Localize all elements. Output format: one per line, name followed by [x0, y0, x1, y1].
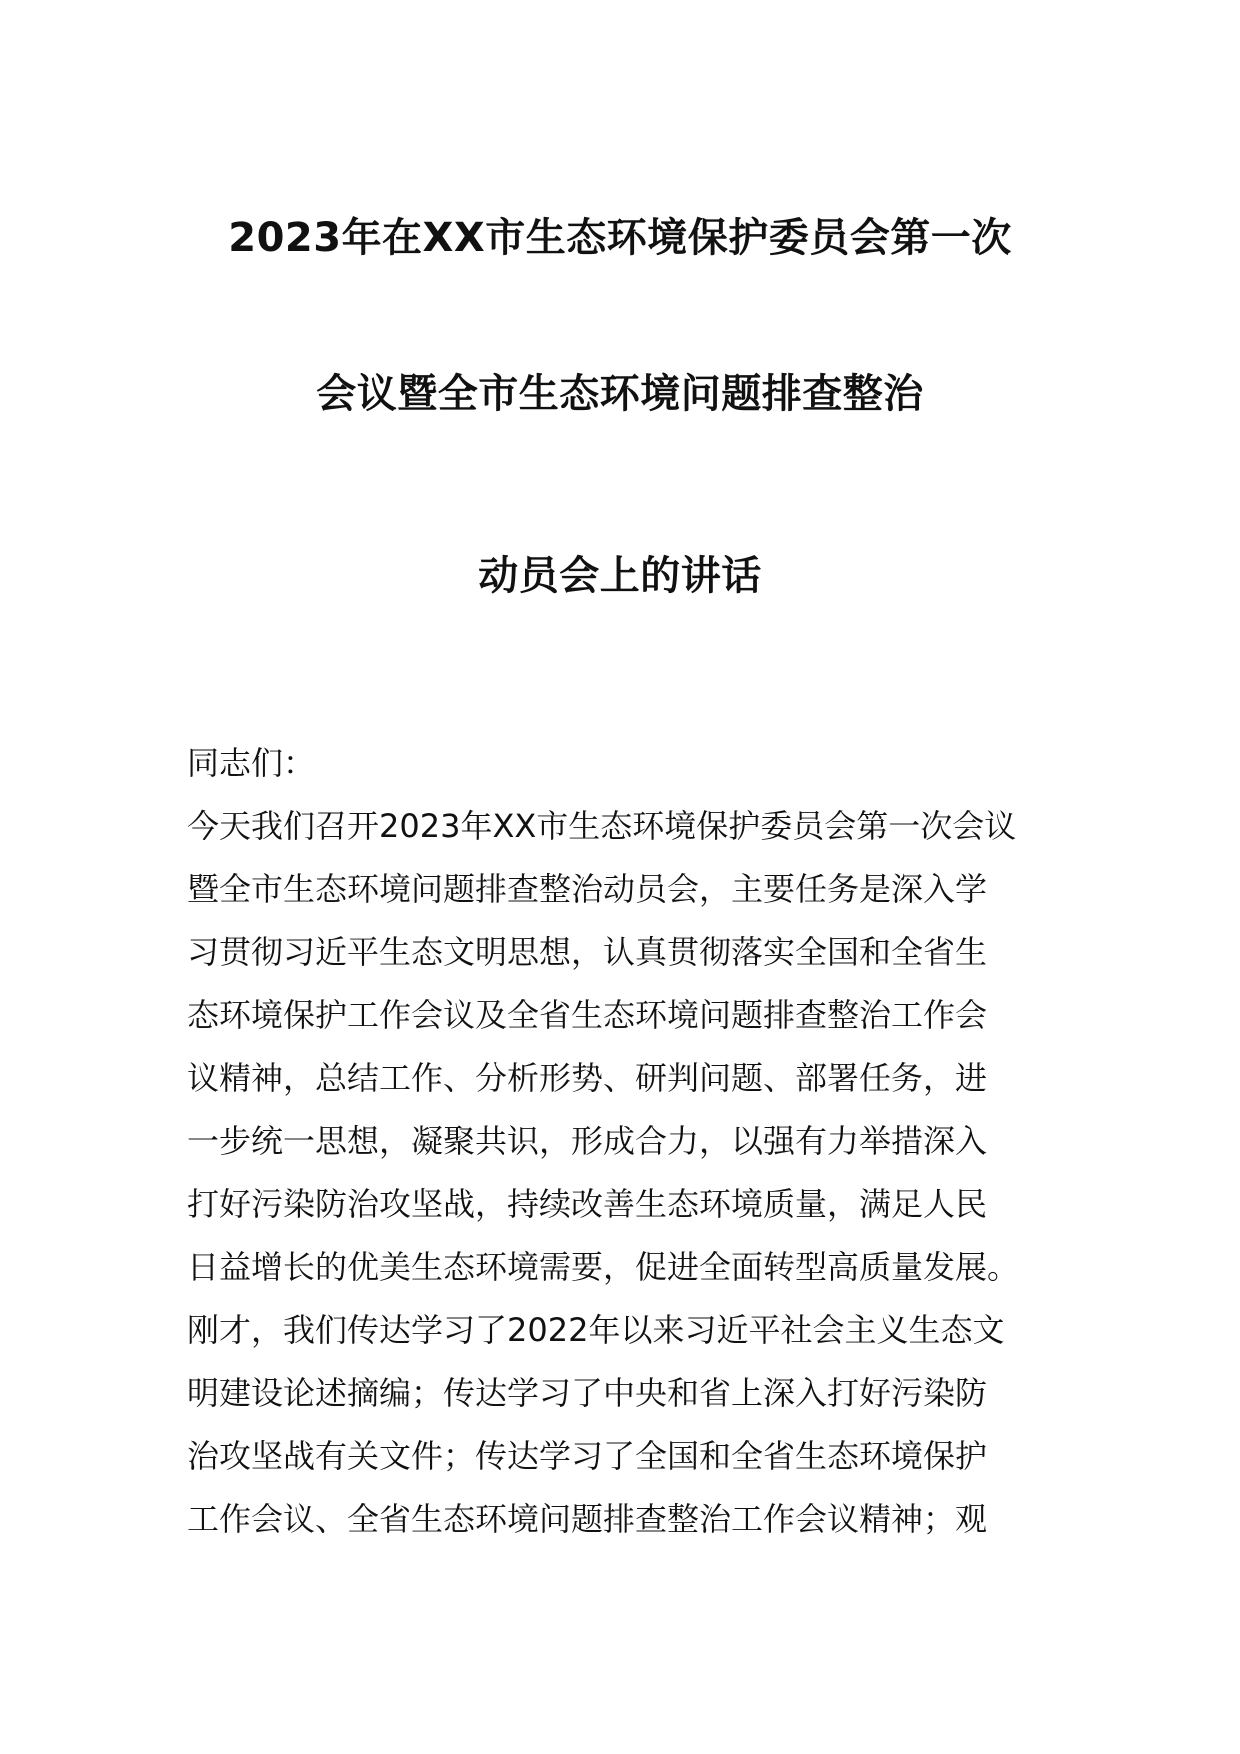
body-line: 刚才，我们传达学习了2022年以来习近平社会主义生态文 [187, 1311, 1005, 1349]
document-title-line-2: 会议暨全市生态环境问题排查整治 [316, 371, 924, 417]
body-line: 打好污染防治攻坚战，持续改善生态环境质量，满足人民 [187, 1185, 988, 1223]
body-line: 治攻坚战有关文件；传达学习了全国和全省生态环境保护 [187, 1437, 988, 1475]
body-line: 今天我们召开2023年XX市生态环境保护委员会第一次会议 [187, 807, 1017, 845]
salutation: 同志们： [187, 744, 316, 782]
body-line: 暨全市生态环境问题排查整治动员会，主要任务是深入学 [187, 870, 988, 908]
document-body [187, 732, 1057, 1551]
body-line: 明建设论述摘编；传达学习了中央和省上深入打好污染防 [187, 1374, 988, 1412]
body-line: 日益增长的优美生态环境需要，促进全面转型高质量发展。 [187, 1248, 1020, 1286]
document-title-line-3: 动员会上的讲话 [478, 553, 762, 599]
document-title-line-1: 2023年在XX市生态环境保护委员会第一次 [228, 215, 1012, 261]
body-line: 议精神，总结工作、分析形势、研判问题、部署任务，进 [187, 1059, 988, 1097]
body-line: 习贯彻习近平生态文明思想，认真贯彻落实全国和全省生 [187, 933, 988, 971]
body-line: 一步统一思想，凝聚共识，形成合力，以强有力举措深入 [187, 1122, 988, 1160]
body-line: 态环境保护工作会议及全省生态环境问题排查整治工作会 [187, 996, 988, 1034]
body-line: 工作会议、全省生态环境问题排查整治工作会议精神；观 [187, 1500, 988, 1538]
